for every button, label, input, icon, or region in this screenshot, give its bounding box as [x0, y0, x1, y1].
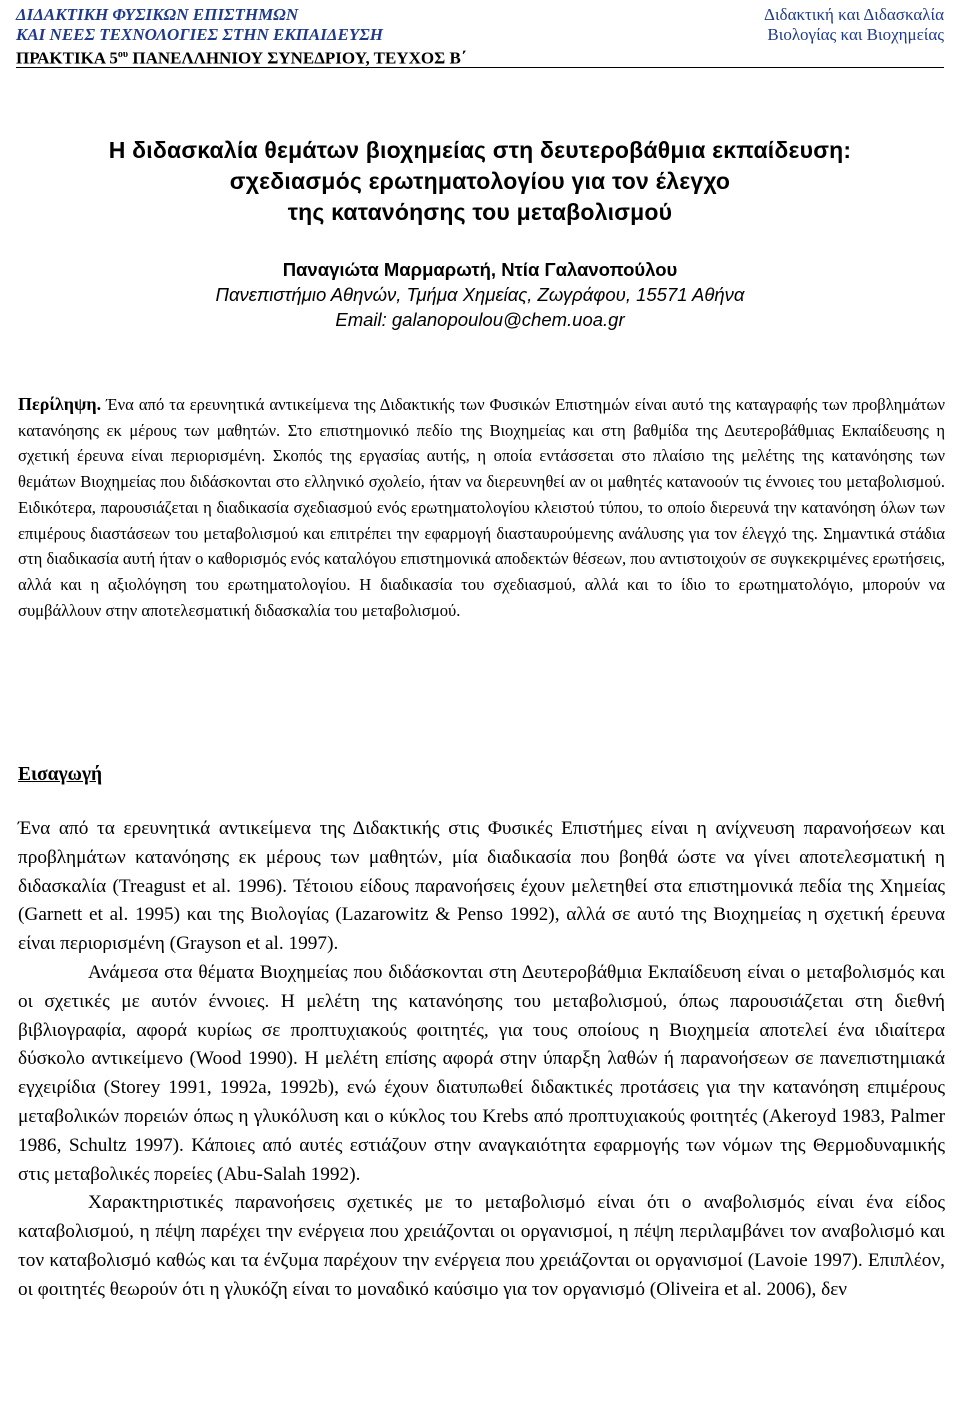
author-affiliation: Πανεπιστήμιο Αθηνών, Τμήμα Χημείας, Ζωγράφου, 15571 Αθήνα [215, 284, 745, 305]
header-section-line2: Βιολογίας και Βιοχημείας [767, 25, 944, 44]
header-journal-line2: ΚΑΙ ΝΕΕΣ ΤΕΧΝΟΛΟΓΙΕΣ ΣΤΗΝ ΕΚΠΑΙΔΕΥΣΗ [16, 25, 383, 44]
body-paragraph: Ένα από τα ερευνητικά αντικείμενα της Διδακτικής στις Φυσικές Επιστήμες είναι η ανίχνευση παρανοήσεων και προβλημάτων κατανόησης εκ μέρους των μαθητών, μία διαδικασία που βοηθά ώστε να γίνει αποτελεσματική η διδασκαλία (Treagust et al. 1996). Τέτοιου είδους παρανοήσεις έχουν μελετηθεί στα επιστημονικά πεδία της Χημείας (Garnett et al. 1995) και της Βιολογίας (Lazarowitz & Penso 1992), αλλά σε αυτό της Βιοχημείας η σχετική έρευνα είναι περιορισμένη (Grayson et al. 1997). [18, 818, 945, 955]
author-names: Παναγιώτα Μαρμαρωτή, Ντία Γαλανοπούλου [282, 259, 678, 280]
introduction-body [18, 815, 945, 1305]
abstract-text: Ένα από τα ερευνητικά αντικείμενα της Διδακτικής των Φυσικών Επιστημών είναι αυτό της καταγραφής των προβλημάτων κατανόησης εκ μέρους των μαθητών. Στο επιστημονικό πεδίο της Βιοχημείας και στη βαθμίδα της Δευτεροβάθμιας Εκπαίδευσης η σχετική έρευνα είναι περιορισμένη. Σκοπός της εργασίας αυτής, η οποία εντάσσεται στο πλαίσιο της μελέτης της κατανόησης των θεμάτων Βιοχημείας που διδάσκονται στο ελληνικό σχολείο, ήταν να διερευνηθεί αν οι μαθητές κατανοούν τις έννοιες του μεταβολισμού. Ειδικότερα, παρουσιάζεται η διαδικασία σχεδιασμού ενός ερωτηματολογίου κλειστού τύπου, το οποίο διερευνά την κατανόηση όλων των επιμέρους διαστάσεων του μεταβολισμού και επιτρέπει την εφαρμογή διασταυρούμενης ανάλυσης για τον έλεγχό της. Σημαντικά στάδια στη διαδικασία αυτή ήταν ο καθορισμός ενός καταλόγου επιστημονικά αποδεκτών θέσεων, που αντιστοιχούν σε συγκεκριμένες ερωτήσεις, αλλά και η αξιολόγηση του ερωτηματολογίου. Η διαδικασία του σχεδιασμού, αλλά και το ίδιο το ερωτηματολόγιο, μπορούν να συμβάλλουν στην αποτελεσματική διδασκαλία του μεταβολισμού. [18, 395, 945, 620]
header-section-line1: Διδακτική και Διδασκαλία [764, 5, 944, 24]
author-block [0, 257, 960, 332]
header-proceedings-line: ΠΡΑΚΤΙΚΑ $5^{o\upsilon}$ ΠΑΝΕΛΛΗΝΙΟΥ ΣΥΝΕΔΡΙΟΥ, ΤΕΥΧΟΣ Β΄ [16, 48, 467, 68]
title-line: Η διδασκαλία θεμάτων βιοχημείας στη δευτεροβάθμια εκπαίδευση: [108, 137, 852, 163]
section-heading-introduction: Εισαγωγή [18, 764, 103, 785]
title-line: σχεδιασμός ερωτηματολογίου για τον έλεγχο [229, 168, 731, 194]
header-right [764, 5, 944, 45]
body-paragraph: Χαρακτηριστικές παρανοήσεις σχετικές με το μεταβολισμό είναι ότι ο αναβολισμός είναι ένα είδος καταβολισμού, η πέψη παρέχει την ενέργεια που χρειάζονται οι οργανισμοί, η πέψη περιλαμβάνει τον αναβολισμό και τον καταβολισμό καθώς και τα ένζυμα παρέχουν την ενέργεια που χρειάζονται οι οργανισμοί (Lavoie 1997). Επιπλέον, οι φοιτητές θεωρούν ότι η γλυκόζη είναι το μοναδικό καύσιμο για τον οργανισμό (Oliveira et al. 2006), δεν [18, 1192, 945, 1300]
abstract-label: Περίληψη. [18, 394, 102, 414]
title-line: της κατανόησης του μεταβολισμού [287, 199, 673, 225]
body-paragraph: Ανάμεσα στα θέματα Βιοχημείας που διδάσκονται στη Δευτεροβάθμια Εκπαίδευση είναι ο μεταβολισμός και οι σχετικές με αυτόν έννοιες. Η μελέτη της κατανόησης του μεταβολισμού, όπως παρουσιάζεται στη διεθνή βιβλιογραφία, αφορά κυρίως σε προπτυχιακούς φοιτητές, για τους οποίους η Βιοχημεία αποτελεί ένα ιδιαίτερα δύσκολο αντικείμενο (Wood 1990). Η μελέτη επίσης αφορά στην ύπαρξη λαθών ή παρανοήσεων σε πανεπιστημιακά εγχειρίδια (Storey 1991, 1992a, 1992b), ενώ έχουν διατυπωθεί διδακτικές προτάσεις για την κατανόηση επιμέρους μεταβολικών πορειών όπως η γλυκόλυση και ο κύκλος του Krebs από προπτυχιακούς φοιτητές (Akeroyd 1983, Palmer 1986, Schultz 1997). Κάποιες από αυτές εστιάζουν στην αναγκαιότητα εφαρμογής των νόμων της Θερμοδυναμικής στις μεταβολικές πορείες (Abu-Salah 1992). [18, 961, 945, 1185]
header-divider [16, 67, 944, 68]
header-journal-line1: ΔΙΔΑΚΤΙΚΗ ΦΥΣΙΚΩΝ ΕΠΙΣΤΗΜΩΝ [16, 5, 299, 24]
author-email: Email: galanopoulou@chem.uoa.gr [335, 309, 625, 330]
abstract [18, 392, 945, 623]
header-left [16, 5, 466, 69]
paper-title [0, 135, 960, 228]
